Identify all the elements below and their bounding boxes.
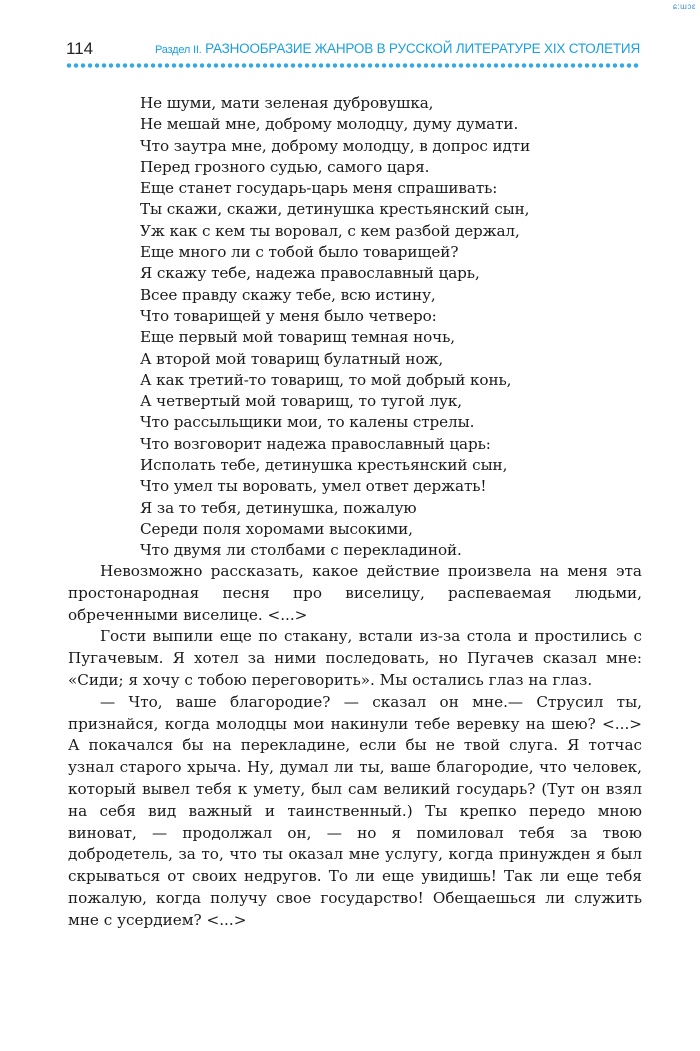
verse-line: Еще станет государь-царь меня спрашивать:	[140, 179, 498, 198]
verse-line: Что рассыльщики мои, то калены стрелы.	[140, 413, 475, 432]
header-ornament-divider	[66, 62, 640, 69]
verse-line: Что двумя ли столбами с перекладиной.	[140, 541, 462, 560]
paragraph: — Что, ваше благородие? — сказал он мне.— Струсил ты, признайся, когда молодцы мои накинули тебе веревку на шею? <...> А покачался бы на перекладине, если бы не твой слуга. Я тотчас узнал старого хрыча. Ну, думал ли ты, ваше благородие, что человек, который вывел тебя к умету, был сам великий государь? (Тут он взял на себя вид важный и таинственный.) Ты крепко передо мною виноват, — продолжал он, — но я помиловал тебя за твою добродетель, за то, что ты оказал мне услугу, когда принужден я был скрываться от своих недругов. То ли еще увидишь! Так ли еще тебя пожалую, когда получу свое государство! Обещаешься ли служить мне с усердием? <...>	[68, 692, 642, 929]
verse-line: А второй мой товарищ булатный нож,	[140, 349, 444, 368]
verse-line: Что заутра мне, доброму молодцу, в допрос идти	[140, 136, 531, 155]
paragraph: Гости выпили еще по стакану, встали из-за стола и простились с Пугачевым. Я хотел за ними последовать, но Пугачев сказал мне: «Сиди; я хочу с тобою переговорить». Мы остались глаз на глаз.	[68, 627, 642, 689]
verse-line: Еще первый мой товарищ темная ночь,	[140, 328, 455, 347]
verse-line: Я скажу тебе, надежа православный царь,	[140, 264, 480, 283]
verse-line: Еще много ли с тобой было товарищей?	[140, 243, 459, 262]
verse-line: Что товарищей у меня было четверо:	[140, 306, 437, 325]
verse-line: Уж как с кем ты воровал, с кем разбой держал,	[140, 221, 520, 240]
section-prefix: Раздел II.	[154, 44, 202, 56]
verse-line: Что возговорит надежа православный царь:	[140, 434, 491, 453]
verse-line: Что умел ты воровать, умел ответ держать!	[140, 477, 487, 496]
section-title: РАЗНООБРАЗИЕ ЖАНРОВ В РУССКОЙ ЛИТЕРАТУРЕ XIX СТОЛЕТИЯ	[205, 41, 640, 56]
corner-mark: ɕ:ɯɔɛ	[672, 2, 696, 11]
verse-line: Не шуми, мати зеленая дубровушка,	[140, 94, 434, 112]
verse-line: Я за то тебя, детинушка, пожалую	[140, 498, 417, 517]
verse-line: Всее правду скажу тебе, всю истину,	[140, 285, 436, 304]
page-number: 114	[66, 39, 94, 58]
verse-line: А четвертый мой товарищ, то тугой лук,	[140, 392, 463, 411]
verse-line: А как третий-то товарищ, то мой добрый конь,	[140, 370, 512, 389]
verse-line: Не мешай мне, доброму молодцу, думу думати.	[140, 115, 519, 134]
verse-line: Ты скажи, скажи, детинушка крестьянский сын,	[140, 200, 530, 219]
running-title	[155, 41, 640, 56]
page-header	[66, 39, 640, 59]
verse-line: Исполать тебе, детинушка крестьянский сын,	[140, 456, 508, 475]
verse-line: Перед грозного судью, самого царя.	[140, 157, 430, 176]
song-verse	[140, 93, 660, 562]
paragraph: Невозможно рассказать, какое действие произвела на меня эта простонародная песня про виселицу, распеваемая людьми, обреченными виселице. <...>	[68, 562, 642, 624]
verse-line: Середи поля хоромами высокими,	[140, 519, 413, 538]
prose-body	[68, 561, 642, 932]
